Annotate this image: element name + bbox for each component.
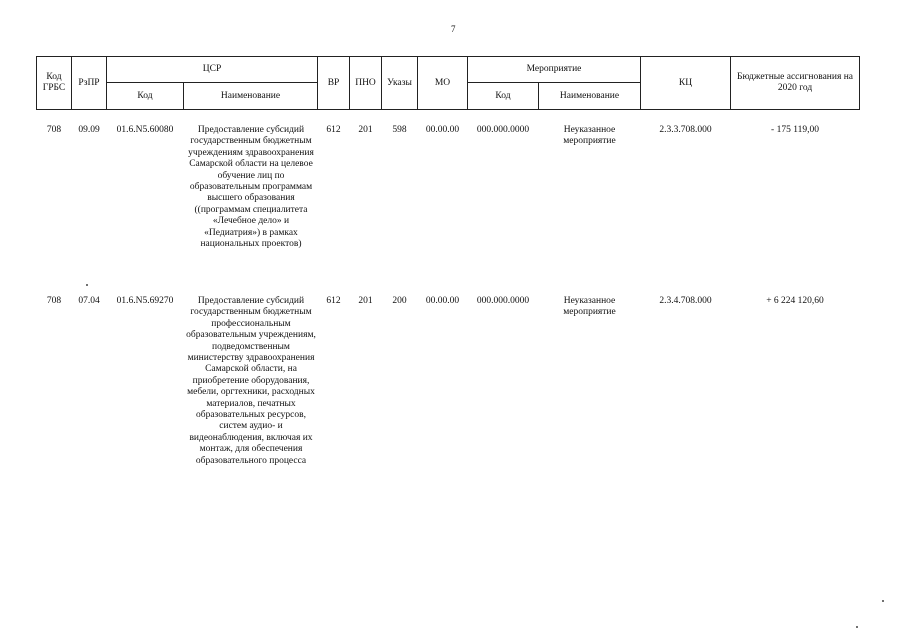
header-mo: МО bbox=[417, 56, 468, 110]
header-meropriyatie: Мероприятие bbox=[467, 56, 641, 83]
row1-kc: 2.3.3.708.000 bbox=[659, 125, 712, 135]
row2-csr-name: Предоставление субсидий государственным бюджетным профессиональным образовательным учреждениям, подведомственным министерству здравоохранения Самарской области, на приобретение оборудования, мебели, оргтехники, расходных материалов, печатных образовательных ресурсов, систем аудио- и видеонаблюдения, включая их монтаж, для обеспечения образовательного процесса bbox=[186, 296, 316, 466]
row2-csr-code: 01.6.N5.69270 bbox=[116, 296, 174, 306]
row1-csr-code: 01.6.N5.60080 bbox=[116, 125, 174, 135]
row2-grbs: 708 bbox=[46, 296, 62, 306]
header-budget: Бюджетные ассигнования на 2020 год bbox=[730, 56, 860, 110]
row1-vr: 612 bbox=[326, 125, 341, 135]
row1-mer-code: 000.000.0000 bbox=[476, 125, 530, 135]
row1-csr-name: Предоставление субсидий государственным бюджетным учреждениям здравоохранения Самарской области на целевое обучение лиц по образовательным программам высшего образования ((программам специалитета «Лечебное дело» и «Педиатрия») в рамках национальных проектов) bbox=[188, 125, 314, 250]
row1-grbs: 708 bbox=[46, 125, 62, 135]
row2-mer-code: 000.000.0000 bbox=[476, 296, 530, 306]
header-pno: ПНО bbox=[349, 56, 382, 110]
row2-ukazy: 200 bbox=[392, 296, 407, 306]
row2-vr: 612 bbox=[326, 296, 341, 306]
header-vr: ВР bbox=[317, 56, 350, 110]
header-csr: ЦСР bbox=[106, 56, 318, 83]
scan-speck bbox=[882, 600, 884, 602]
row2-rzpr: 07.04 bbox=[78, 296, 100, 306]
header-csr-name: Наименование bbox=[183, 82, 318, 110]
scan-speck bbox=[856, 626, 858, 628]
row2-pno: 201 bbox=[358, 296, 373, 306]
row1-mer-name: Неуказанное мероприятие bbox=[563, 125, 616, 147]
header-ukazy: Указы bbox=[381, 56, 418, 110]
header-mer-kod: Код bbox=[467, 82, 539, 110]
row1-ukazy: 598 bbox=[392, 125, 407, 135]
header-kod-grbs: Код ГРБС bbox=[36, 56, 72, 110]
row2-amount: + 6 224 120,60 bbox=[766, 296, 824, 306]
row2-mer-name: Неуказанное мероприятие bbox=[563, 296, 616, 318]
header-csr-kod: Код bbox=[106, 82, 184, 110]
scan-speck bbox=[86, 284, 88, 286]
header-mer-name: Наименование bbox=[538, 82, 641, 110]
row2-kc: 2.3.4.708.000 bbox=[659, 296, 712, 306]
row1-rzpr: 09.09 bbox=[78, 125, 100, 135]
row1-mo: 00.00.00 bbox=[425, 125, 460, 135]
row1-pno: 201 bbox=[358, 125, 373, 135]
header-kc: КЦ bbox=[640, 56, 731, 110]
row1-amount: - 175 119,00 bbox=[771, 125, 819, 135]
page-number: 7 bbox=[451, 24, 456, 34]
row2-mo: 00.00.00 bbox=[425, 296, 460, 306]
header-rzpr: РзПР bbox=[71, 56, 107, 110]
